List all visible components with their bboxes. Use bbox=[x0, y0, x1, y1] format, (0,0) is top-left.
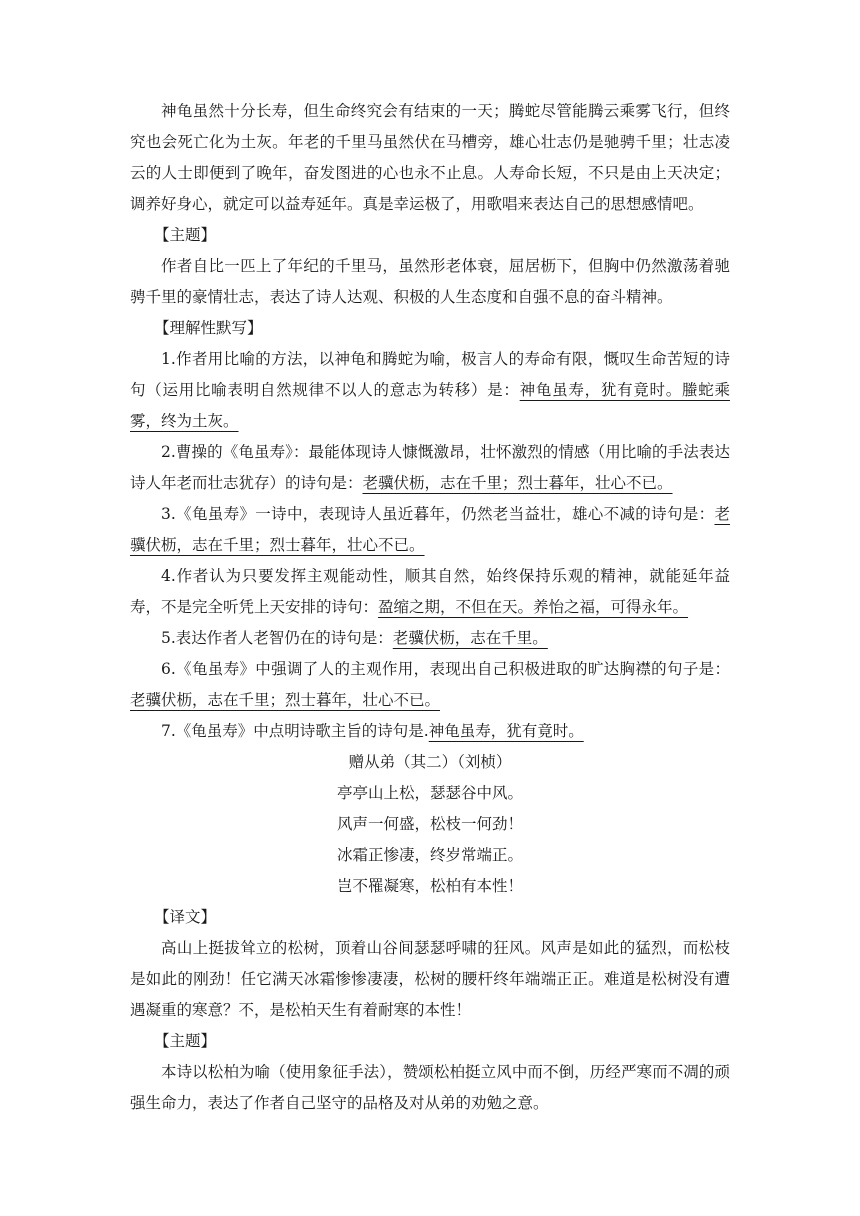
poem-line: 岂不罹凝寒，松柏有本性！ bbox=[336, 877, 523, 895]
question-text: 2.曹操的《龟虽寿》：最能体现诗人慷慨激昂，壮怀激烈的情感（用比喻的手法表达诗人年老而壮志犹存）的诗句是： bbox=[130, 443, 730, 492]
theme-heading-1: 【主题】 bbox=[154, 226, 217, 244]
dictation-question-4 bbox=[130, 561, 730, 623]
dictation-question-7 bbox=[130, 716, 730, 747]
answer-text: 老骥伏枥，志在千里。 bbox=[392, 629, 548, 647]
dictation-question-2 bbox=[130, 437, 730, 499]
poem-line: 亭亭山上松，瑟瑟谷中风。 bbox=[336, 784, 523, 802]
question-text: 6.《龟虽寿》中强调了人的主观作用，表现出自己积极进取的旷达胸襟的句子是： bbox=[161, 660, 730, 678]
question-text: 4.作者认为只要发挥主观能动性，顺其自然，始终保持乐观的精神，就能延年益寿，不是完全听凭上天安排的诗句： bbox=[130, 567, 730, 616]
dictation-question-3 bbox=[130, 499, 730, 561]
theme-heading-2: 【主题】 bbox=[154, 1032, 217, 1050]
answer-text: 老骥伏枥，志在千里；烈士暮年，壮心不已。 bbox=[130, 505, 730, 554]
theme-paragraph-1: 作者自比一匹上了年纪的千里马，虽然形老体衰，屈居枥下，但胸中仍然激荡着驰骋千里的豪情壮志，表达了诗人达观、积极的人生态度和自强不息的奋斗精神。 bbox=[130, 257, 730, 306]
poem-title: 赠从弟（其二）（刘桢） bbox=[348, 753, 512, 771]
translation-paragraph-2: 高山上挺拔耸立的松树，顶着山谷间瑟瑟呼啸的狂风。风声是如此的猛烈，而松枝是如此的刚劲！任它满天冰霜惨惨凄凄，松树的腰杆终年端端正正。难道是松树没有遭遇凝重的寒意？不，是松柏天生有着耐寒的本性！ bbox=[130, 939, 730, 1019]
translation-paragraph-1: 神龟虽然十分长寿，但生命终究会有结束的一天；腾蛇尽管能腾云乘雾飞行，但终究也会死亡化为土灰。年老的千里马虽然伏在马槽旁，雄心壮志仍是驰骋千里；壮志凌云的人士即便到了晚年，奋发图进的心也永不止息。人寿命长短，不只是由上天决定；调养好身心，就定可以益寿延年。真是幸运极了，用歌唱来表达自己的思想感情吧。 bbox=[130, 102, 730, 213]
translation-heading-2: 【译文】 bbox=[154, 908, 217, 926]
answer-text: 盈缩之期，不但在天。养怡之福，可得永年。 bbox=[378, 598, 689, 616]
question-text: 5.表达作者人老智仍在的诗句是： bbox=[161, 629, 393, 647]
dictation-question-1 bbox=[130, 344, 730, 437]
answer-text: 老骥伏枥，志在千里；烈士暮年，壮心不已。 bbox=[130, 691, 441, 709]
theme-paragraph-2: 本诗以松柏为喻（使用象征手法），赞颂松柏挺立风中而不倒，历经严寒而不凋的顽强生命力，表达了作者自己坚守的品格及对从弟的劝勉之意。 bbox=[130, 1063, 730, 1112]
poem-line: 冰霜正惨凄，终岁常端正。 bbox=[336, 846, 523, 864]
dictation-question-5 bbox=[130, 623, 730, 654]
answer-text: 神龟虽寿，犹有竟时。螣蛇乘雾，终为土灰。 bbox=[130, 381, 730, 430]
answer-text: 老骥伏枥，志在千里；烈士暮年，壮心不已。 bbox=[362, 474, 673, 492]
dictation-heading: 【理解性默写】 bbox=[154, 319, 263, 337]
dictation-question-6 bbox=[130, 654, 730, 716]
question-text: 3.《龟虽寿》一诗中，表现诗人虽近暮年，仍然老当益壮，雄心不减的诗句是： bbox=[161, 505, 715, 523]
poem-line: 风声一何盛，松枝一何劲！ bbox=[336, 815, 523, 833]
answer-text: 神龟虽寿，犹有竟时。 bbox=[428, 722, 584, 740]
question-text: 7.《龟虽寿》中点明诗歌主旨的诗句是. bbox=[161, 722, 429, 740]
question-text: 1.作者用比喻的方法，以神龟和腾蛇为喻，极言人的寿命有限，慨叹生命苦短的诗句（运用比喻表明自然规律不以人的意志为转移）是： bbox=[130, 350, 730, 399]
document-page bbox=[130, 96, 730, 1119]
